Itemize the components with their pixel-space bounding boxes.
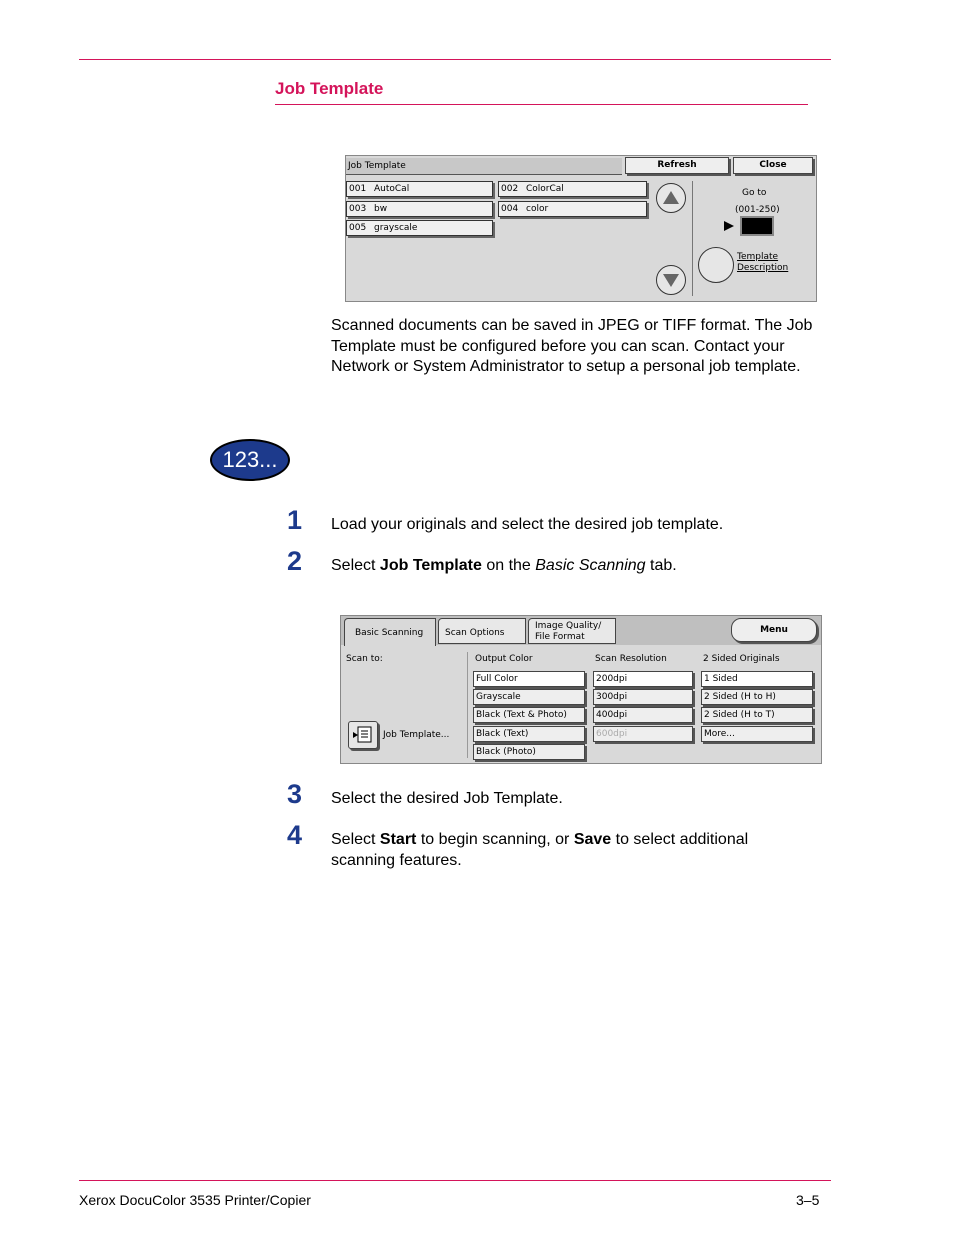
top-rule (79, 59, 831, 60)
step-number-2: 2 (287, 546, 303, 576)
pointer-arrow-icon (723, 220, 735, 232)
basic-scanning-screen (340, 615, 822, 764)
step-text-1: Load your originals and select the desired job template. (331, 516, 724, 533)
two-sided-h-to-t[interactable]: 2 Sided (H to T) (701, 707, 813, 723)
step-number-4: 4 (287, 820, 303, 850)
two-sided-h-to-h[interactable]: 2 Sided (H to H) (701, 689, 813, 705)
template-row-005[interactable]: 005 grayscale (346, 220, 493, 236)
output-color-full-color[interactable]: Full Color (473, 671, 585, 687)
template-row-004[interactable]: 004 color (498, 201, 647, 217)
section-title: Job Template (275, 79, 384, 98)
template-row-001[interactable]: 001 AutoCal (346, 181, 493, 197)
output-color-header: Output Color (475, 654, 533, 664)
scan-resolution-header: Scan Resolution (595, 654, 667, 664)
two-sided-header: 2 Sided Originals (703, 654, 780, 664)
output-color-black-photo[interactable]: Black (Photo) (473, 744, 585, 760)
footer-page-number: 3–5 (796, 1192, 820, 1208)
tab-basic-scanning[interactable]: Basic Scanning (344, 618, 436, 646)
template-row-003[interactable]: 003 bw (346, 201, 493, 217)
scroll-down-button[interactable] (656, 265, 686, 295)
step-text-3: Select the desired Job Template. (331, 790, 563, 807)
up-arrow-icon (657, 184, 685, 212)
tab-image-quality[interactable]: Image Quality/ File Format (528, 618, 616, 644)
two-sided-more[interactable]: More... (701, 726, 813, 742)
resolution-400dpi[interactable]: 400dpi (593, 707, 693, 723)
intro-paragraph: Scanned documents can be saved in JPEG or TIFF format. The Job Template must be configured before you can scan. Contact your Network or System Administrator to setup a personal job template. (331, 317, 813, 375)
step-number-1: 1 (287, 505, 303, 535)
title-underline (275, 104, 808, 105)
resolution-200dpi[interactable]: 200dpi (593, 671, 693, 687)
footer-product-name: Xerox DocuColor 3535 Printer/Copier (79, 1192, 311, 1208)
goto-number-field[interactable] (740, 216, 774, 236)
job-template-button-label: Job Template... (383, 730, 450, 740)
output-color-grayscale[interactable]: Grayscale (473, 689, 585, 705)
job-template-screen (345, 155, 817, 302)
template-row-002[interactable]: 002 ColorCal (498, 181, 647, 197)
scan-to-label: Scan to: (346, 654, 383, 664)
close-button[interactable]: Close (733, 157, 813, 174)
resolution-300dpi[interactable]: 300dpi (593, 689, 693, 705)
template-description-button[interactable] (698, 247, 734, 283)
down-arrow-icon (657, 266, 685, 294)
job-template-icon (352, 725, 374, 745)
job-template-button[interactable] (348, 721, 378, 749)
two-sided-1-sided[interactable]: 1 Sided (701, 671, 813, 687)
refresh-button[interactable]: Refresh (625, 157, 729, 174)
scroll-up-button[interactable] (656, 183, 686, 213)
step-number-3: 3 (287, 779, 303, 809)
footer-rule (79, 1180, 831, 1181)
step-text-4: Select Start to begin scanning, or Save to select additional scanning features. (331, 831, 749, 869)
divider-line (692, 181, 693, 296)
screen-title: Job Template (348, 161, 406, 171)
template-description-label: Template Description (737, 252, 789, 273)
output-color-black-text-photo[interactable]: Black (Text & Photo) (473, 707, 585, 723)
goto-range: (001-250) (735, 205, 780, 215)
goto-label: Go to (742, 188, 767, 198)
step-text-2: Select Job Template on the Basic Scanning tab. (331, 557, 677, 574)
resolution-600dpi[interactable]: 600dpi (593, 726, 693, 742)
panel-divider (467, 652, 468, 758)
tab-scan-options[interactable]: Scan Options (438, 618, 526, 644)
steps-badge: 123... (210, 439, 290, 481)
menu-button[interactable]: Menu (731, 618, 817, 642)
output-color-black-text[interactable]: Black (Text) (473, 726, 585, 742)
